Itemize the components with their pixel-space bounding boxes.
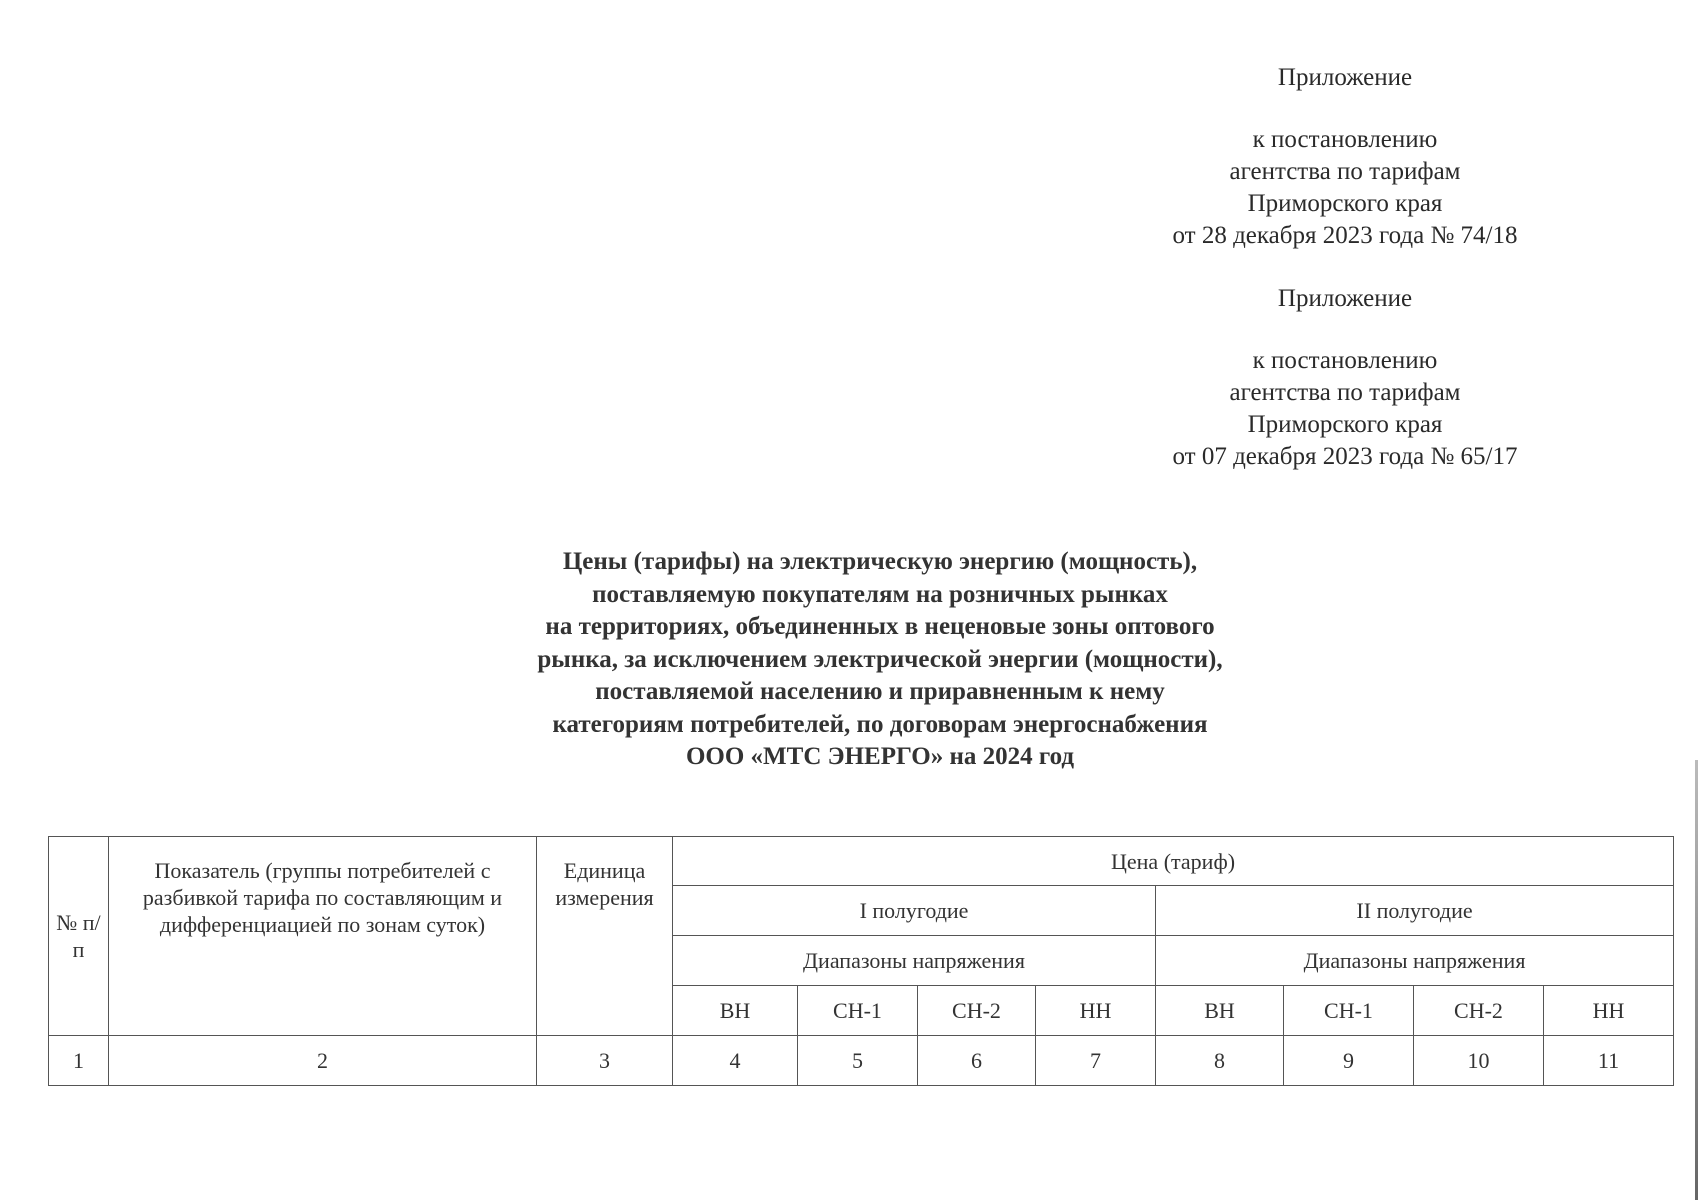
column-number: 2 — [109, 1036, 537, 1086]
appendix-date-line: от 07 декабря 2023 года № 65/17 — [1172, 443, 1518, 470]
column-number: 9 — [1284, 1036, 1414, 1086]
column-number: 6 — [918, 1036, 1036, 1086]
title-line: на территориях, объединенных в неценовые зоны оптового — [545, 613, 1215, 640]
header-voltage-level: СН-1 — [1284, 986, 1414, 1036]
column-number: 8 — [1156, 1036, 1284, 1086]
header-voltage-level: ВН — [1156, 986, 1284, 1036]
header-voltage-ranges-1: Диапазоны напряжения — [673, 936, 1156, 986]
column-number: 4 — [673, 1036, 798, 1086]
title-line: поставляемой населению и приравненным к нему — [595, 678, 1165, 705]
appendix-line: агентства по тарифам — [1229, 158, 1461, 185]
appendix-line: Приморского края — [1247, 411, 1443, 438]
column-number: 5 — [798, 1036, 918, 1086]
header-voltage-level: СН-2 — [918, 986, 1036, 1036]
header-half-1: I полугодие — [673, 886, 1156, 936]
header-price: Цена (тариф) — [673, 837, 1674, 886]
title-line: категориям потребителей, по договорам энергоснабжения — [552, 710, 1208, 738]
title-line: ООО «МТС ЭНЕРГО» на 2024 год — [685, 743, 1075, 770]
column-number: 3 — [537, 1036, 673, 1086]
appendix-line: к постановлению — [1252, 126, 1438, 153]
appendix-date-line: от 28 декабря 2023 года № 74/18 — [1172, 222, 1518, 249]
appendix-line: агентства по тарифам — [1229, 379, 1461, 406]
header-number: № п/п — [49, 837, 109, 1036]
header-voltage-level: СН-2 — [1414, 986, 1544, 1036]
title-line: рынка, за исключением электрической энергии (мощности), — [537, 645, 1223, 673]
title-line: поставляемую покупателям на розничных рынках — [592, 580, 1168, 608]
tariff-table — [48, 836, 1674, 1086]
header-voltage-level: НН — [1036, 986, 1156, 1036]
header-voltage-level: НН — [1544, 986, 1674, 1036]
appendix-line: Приморского края — [1247, 190, 1443, 217]
appendix-title: Приложение — [1277, 285, 1413, 312]
table-numbering-row — [49, 1036, 1674, 1086]
header-voltage-level: ВН — [673, 986, 798, 1036]
appendix-block-1 — [1100, 62, 1590, 252]
title-line: Цены (тарифы) на электрическую энергию (мощность), — [562, 548, 1198, 575]
table-header-row — [49, 837, 1674, 886]
header-voltage-ranges-2: Диапазоны напряжения — [1156, 936, 1674, 986]
header-indicator: Показатель (группы потребителей с разбивкой тарифа по составляющим и дифференциацией по зонам суток) — [109, 837, 537, 1036]
header-unit: Единица измерения — [537, 837, 673, 1036]
document-title — [420, 546, 1340, 774]
appendix-line: к постановлению — [1252, 347, 1438, 374]
header-voltage-level: СН-1 — [798, 986, 918, 1036]
column-number: 10 — [1414, 1036, 1544, 1086]
column-number: 1 — [49, 1036, 109, 1086]
column-number: 7 — [1036, 1036, 1156, 1086]
appendix-title: Приложение — [1277, 64, 1413, 91]
column-number: 11 — [1544, 1036, 1674, 1086]
header-half-2: II полугодие — [1156, 886, 1674, 936]
appendix-block-2 — [1100, 283, 1590, 473]
